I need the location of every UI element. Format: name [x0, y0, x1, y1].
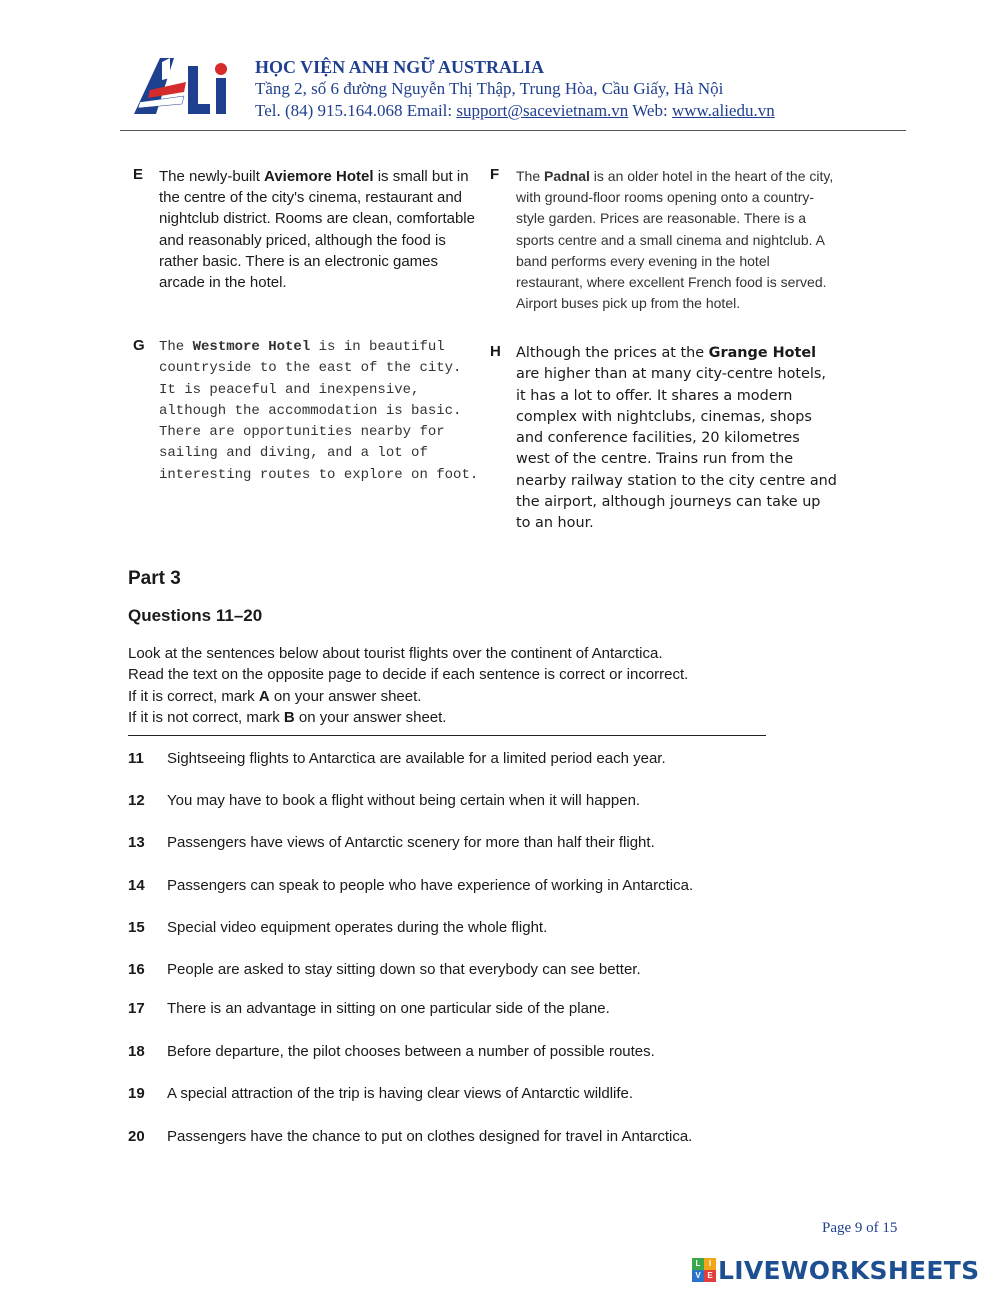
logo-letter-v: V [692, 1270, 704, 1282]
question-number: 16 [128, 961, 145, 978]
instruction-line-1: Look at the sentences below about tourist flights over the continent of Antarctica. [128, 645, 663, 662]
org-address: Tầng 2, số 6 đường Nguyễn Thị Thập, Trung Hòa, Cầu Giấy, Hà Nội [255, 79, 724, 98]
question-text: Special video equipment operates during the whole flight. [167, 919, 548, 936]
logo-letter-e: E [704, 1270, 716, 1282]
hotel-g-desc: is in beautiful countryside to the east of the city. It is peaceful and inexpensive, although the accommodation is basic. There are opportunities nearby for sailing and diving, and a lot of interesting routes to explore on foot. [159, 339, 479, 483]
web-label: Web: [628, 101, 672, 120]
instruction-3-pre: If it is correct, mark [128, 687, 259, 705]
question-number: 13 [128, 834, 145, 851]
hotel-g-name: Westmore Hotel [192, 339, 311, 355]
hotel-e-desc: is small but in the centre of the city's cinema, restaurant and nightclub district. Rooms are clean, comfortable and reasonably priced, although the food is rather basic. There is an electronic games arcade in the hotel. [159, 168, 475, 292]
question-number: 14 [128, 877, 145, 894]
question-text: Passengers have the chance to put on clothes designed for travel in Antarctica. [167, 1128, 693, 1145]
question-text: You may have to book a flight without being certain when it will happen. [167, 792, 641, 809]
questions-title: Questions 11–20 [128, 606, 263, 625]
hotel-h-text [516, 343, 838, 535]
instruction-line-3 [128, 686, 768, 707]
instruction-line-2: Read the text on the opposite page to decide if each sentence is correct or incorrect. [128, 666, 689, 684]
hotel-h-desc: are higher than at many city-centre hotels, it has a lot to offer. It shares a modern complex with nightclubs, cinemas, shops and conference facilities, 20 kilometres west of the centre. Trains run from the nearby railway station to the city centre and the airport, although journeys can take up to an hour. [516, 366, 837, 532]
question-text: Sightseeing flights to Antarctica are available for a limited period each year. [167, 750, 666, 767]
hotel-e-text [159, 166, 479, 293]
instruction-4-pre: If it is not correct, mark [128, 708, 284, 726]
question-number: 11 [128, 750, 144, 767]
hotel-f-name: Padnal [544, 168, 590, 184]
hotel-f-desc: is an older hotel in the heart of the city, with ground-floor rooms opening onto a country-style garden. Prices are reasonable. There is a sports centre and a small cinema and nightclub. A band performs every evening in the hotel restaurant, where excellent French food is served. Airport buses pick up from the hotel. [516, 168, 834, 312]
hotel-f-letter: F [490, 166, 500, 183]
question-number: 20 [128, 1128, 145, 1145]
logo-letter-i: I [704, 1258, 716, 1270]
email-link[interactable]: support@sacevietnam.vn [456, 101, 629, 120]
ali-logo-icon [126, 52, 238, 122]
question-text: Passengers can speak to people who have experience of working in Antarctica. [167, 877, 694, 894]
hotel-e-letter: E [133, 166, 144, 183]
liveworksheets-text: LIVEWORKSHEETS [718, 1255, 980, 1285]
hotel-g-text [159, 337, 479, 486]
question-text: Passengers have views of Antarctic scenery for more than half their flight. [167, 834, 655, 851]
hotel-g-pre: The [159, 339, 193, 355]
liveworksheets-logo-icon [692, 1258, 716, 1282]
page-header [120, 44, 906, 131]
page-number: Page 9 of 15 [822, 1220, 898, 1236]
hotel-h-letter: H [490, 343, 501, 360]
tel-label: Tel. (84) 915.164.068 Email: [255, 101, 457, 120]
instruction-4-post: on your answer sheet. [294, 708, 447, 726]
hotel-e-name: Aviemore Hotel [264, 168, 374, 185]
website-link[interactable]: www.aliedu.vn [671, 101, 775, 120]
question-text: People are asked to stay sitting down so that everybody can see better. [167, 961, 641, 978]
org-name: HỌC VIỆN ANH NGỮ AUSTRALIA [255, 57, 545, 77]
question-number: 19 [128, 1085, 145, 1102]
hotel-h-name: Grange Hotel [708, 345, 817, 361]
question-number: 18 [128, 1043, 145, 1060]
question-text: Before departure, the pilot chooses between a number of possible routes. [167, 1043, 655, 1060]
hotel-f-pre: The [516, 168, 545, 184]
question-text: A special attraction of the trip is having clear views of Antarctic wildlife. [167, 1085, 634, 1102]
logo-letter-l: L [692, 1258, 704, 1270]
hotel-e-pre: The newly-built [159, 168, 265, 185]
answer-mark-b: B [283, 708, 295, 726]
question-number: 17 [128, 1000, 145, 1017]
hotel-g-letter: G [133, 337, 145, 354]
question-text: There is an advantage in sitting on one particular side of the plane. [167, 1000, 610, 1017]
instruction-line-4 [128, 707, 768, 728]
answer-mark-a: A [258, 687, 270, 705]
instruction-3-post: on your answer sheet. [269, 687, 422, 705]
question-number: 15 [128, 919, 145, 936]
svg-text:★: ★ [144, 63, 155, 77]
liveworksheets-brand[interactable] [692, 1254, 979, 1286]
question-number: 12 [128, 792, 145, 809]
hotel-f-text [516, 166, 838, 314]
divider-rule [128, 735, 766, 736]
part-title: Part 3 [128, 568, 181, 589]
contact-line [255, 100, 775, 122]
hotel-h-pre: Although the prices at the [516, 345, 709, 361]
instructions [128, 643, 768, 728]
header-text [255, 56, 775, 122]
